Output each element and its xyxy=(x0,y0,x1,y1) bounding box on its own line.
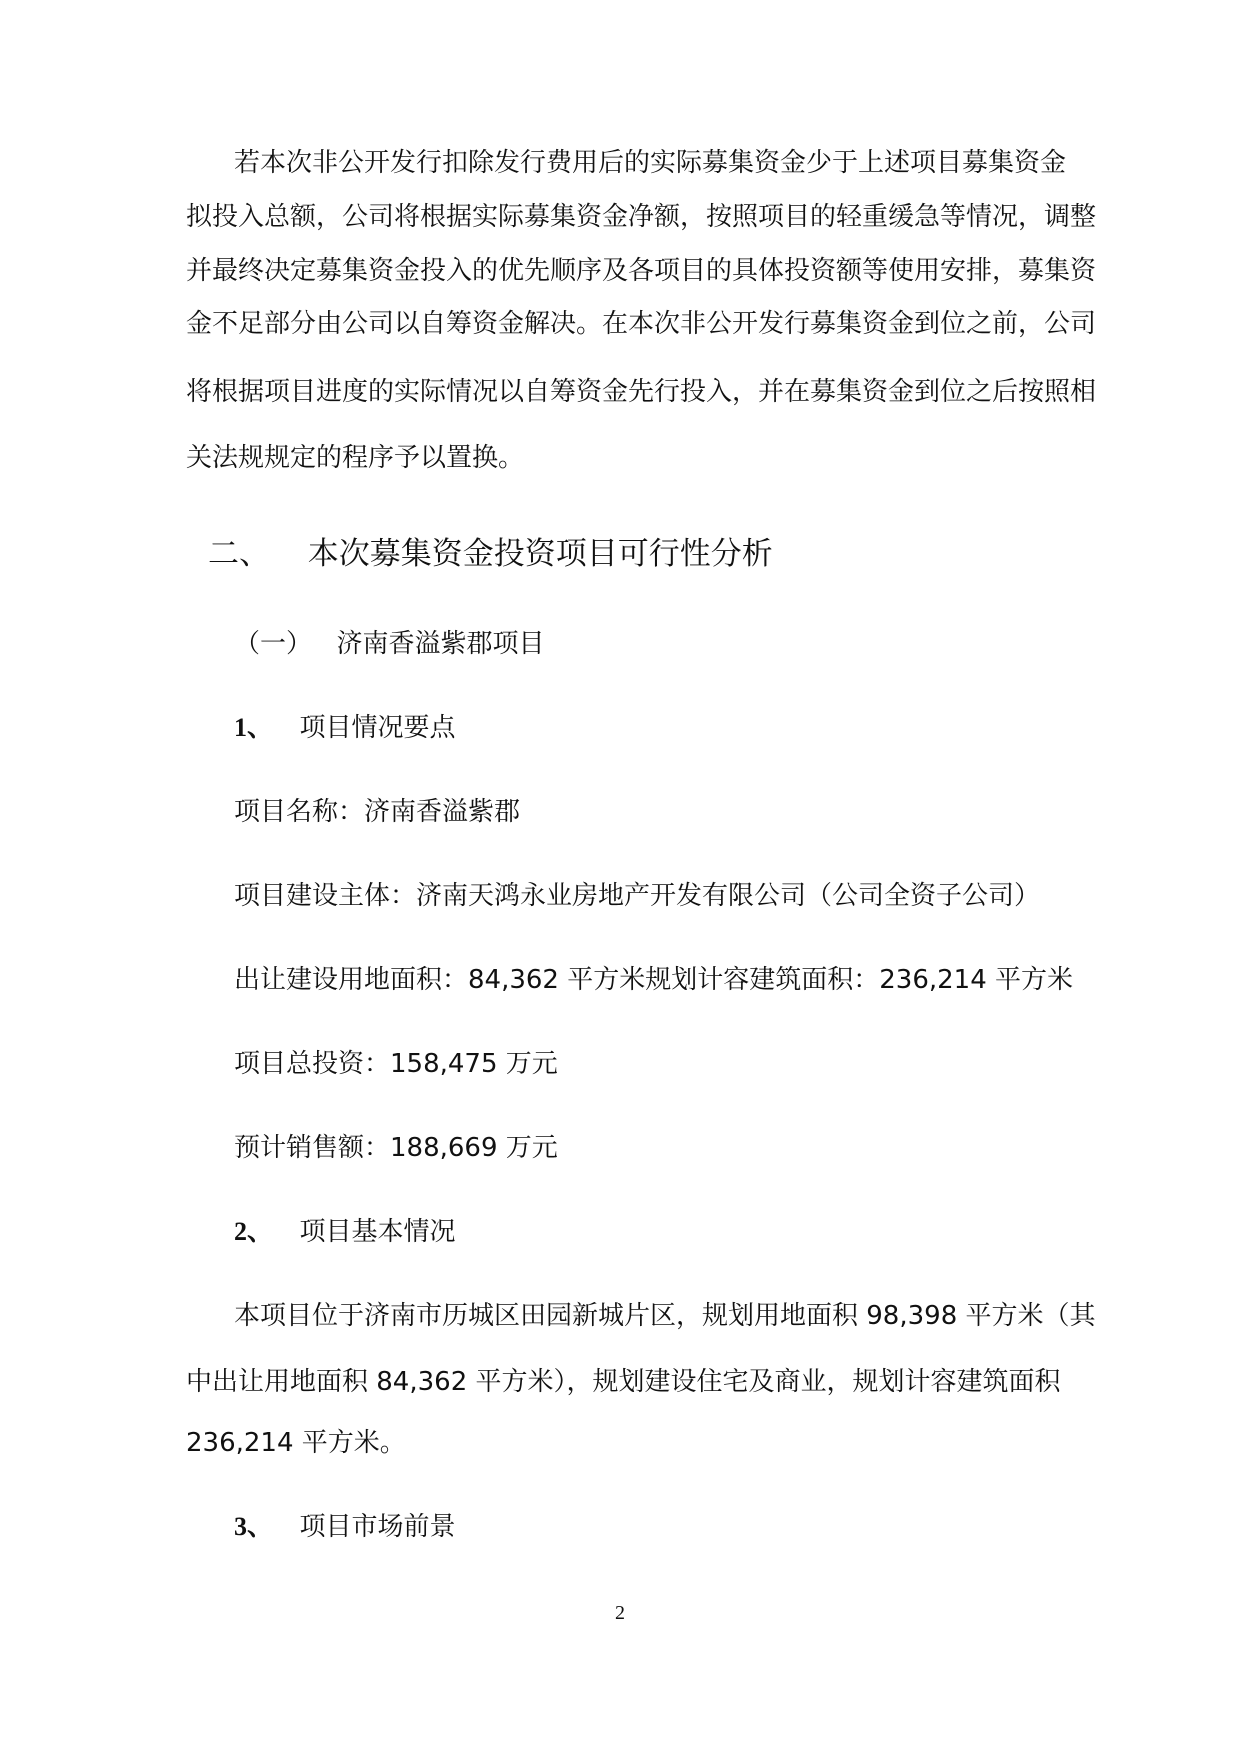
intro-line-1: 若本次非公开发行扣除发行费用后的实际募集资金少于上述项目募集资金 xyxy=(234,148,1067,178)
item-3-title: 项目市场前景 xyxy=(299,1512,456,1542)
item-2-number: 2、 xyxy=(234,1217,274,1246)
fact-project-name: 项目名称：济南香溢紫郡 xyxy=(234,797,521,827)
subsection-number: （一） xyxy=(234,629,313,659)
section-number: 二、 xyxy=(208,536,270,572)
subsection-title: 济南香溢紫郡项目 xyxy=(336,629,545,659)
intro-line-3: 并最终决定募集资金投入的优先顺序及各项目的具体投资额等使用安排，募集资 xyxy=(186,256,1097,286)
intro-line-4: 金不足部分由公司以自筹资金解决。在本次非公开发行募集资金到位之前，公司 xyxy=(186,309,1097,339)
subsection-heading xyxy=(234,627,545,661)
intro-line-2: 拟投入总额，公司将根据实际募集资金净额，按照项目的轻重缓急等情况，调整 xyxy=(186,202,1097,232)
item-2-title: 项目基本情况 xyxy=(299,1217,456,1247)
fact-total-investment: 项目总投资：158,475 万元 xyxy=(234,1049,558,1079)
item-1-title: 项目情况要点 xyxy=(299,713,456,743)
basic-line-1: 本项目位于济南市历城区田园新城片区，规划用地面积 98,398 平方米（其 xyxy=(234,1301,1096,1331)
fact-developer: 项目建设主体：济南天鸿永业房地产开发有限公司（公司全资子公司） xyxy=(234,881,1041,911)
intro-line-6: 关法规规定的程序予以置换。 xyxy=(186,443,525,473)
item-2-heading xyxy=(234,1215,456,1249)
basic-line-3: 236,214 平方米。 xyxy=(186,1428,406,1458)
item-1-heading xyxy=(234,711,456,745)
item-3-heading xyxy=(234,1510,456,1544)
basic-line-2: 中出让用地面积 84,362 平方米），规划建设住宅及商业，规划计容建筑面积 xyxy=(186,1367,1061,1397)
item-3-number: 3、 xyxy=(234,1512,274,1541)
page-number: 2 xyxy=(615,1602,625,1624)
intro-line-5: 将根据项目进度的实际情况以自筹资金先行投入，并在募集资金到位之后按照相 xyxy=(186,377,1097,407)
fact-land-area: 出让建设用地面积：84,362 平方米规划计容建筑面积：236,214 平方米 xyxy=(234,965,1074,995)
section-heading xyxy=(208,534,773,574)
item-1-number: 1、 xyxy=(234,713,274,742)
fact-expected-sales: 预计销售额：188,669 万元 xyxy=(234,1133,558,1163)
section-title: 本次募集资金投资项目可行性分析 xyxy=(307,536,773,572)
